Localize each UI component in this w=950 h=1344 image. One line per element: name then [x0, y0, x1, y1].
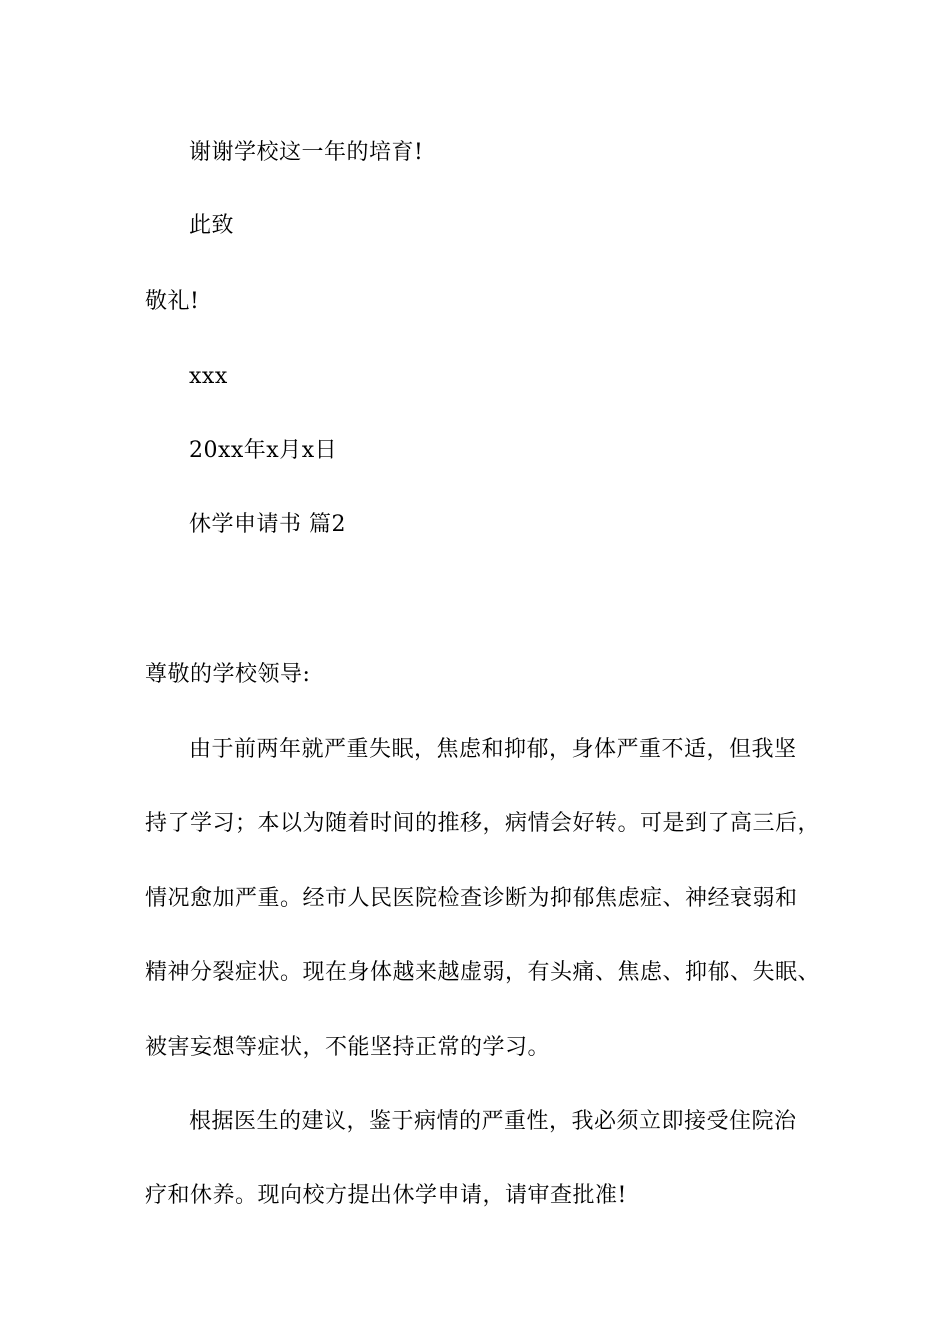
paragraph-line: 持了学习；本以为随着时间的推移，病情会好转。可是到了高三后，: [145, 811, 821, 836]
signature-date: 20xx年x月x日: [189, 438, 338, 463]
thanks-line: 谢谢学校这一年的培育!: [189, 140, 424, 165]
section-title: 休学申请书 篇2: [189, 512, 346, 537]
paragraph-line: 由于前两年就严重失眠，焦虑和抑郁，身体严重不适，但我坚: [189, 737, 797, 762]
paragraph-line: 疗和休养。现向校方提出休学申请，请审查批准!: [145, 1183, 627, 1208]
signature-name: xxx: [189, 364, 228, 389]
paragraph-line: 被害妄想等症状，不能坚持正常的学习。: [145, 1035, 551, 1060]
closing-cizhi: 此致: [189, 213, 235, 238]
closing-jingli: 敬礼!: [145, 289, 200, 314]
paragraph-line: 情况愈加严重。经市人民医院检查诊断为抑郁焦虑症、神经衰弱和: [145, 886, 798, 911]
paragraph-line: 根据医生的建议，鉴于病情的严重性，我必须立即接受住院治: [189, 1109, 797, 1134]
salutation: 尊敬的学校领导:: [145, 662, 311, 687]
paragraph-line: 精神分裂症状。现在身体越来越虚弱，有头痛、焦虑、抑郁、失眠、: [145, 960, 821, 985]
